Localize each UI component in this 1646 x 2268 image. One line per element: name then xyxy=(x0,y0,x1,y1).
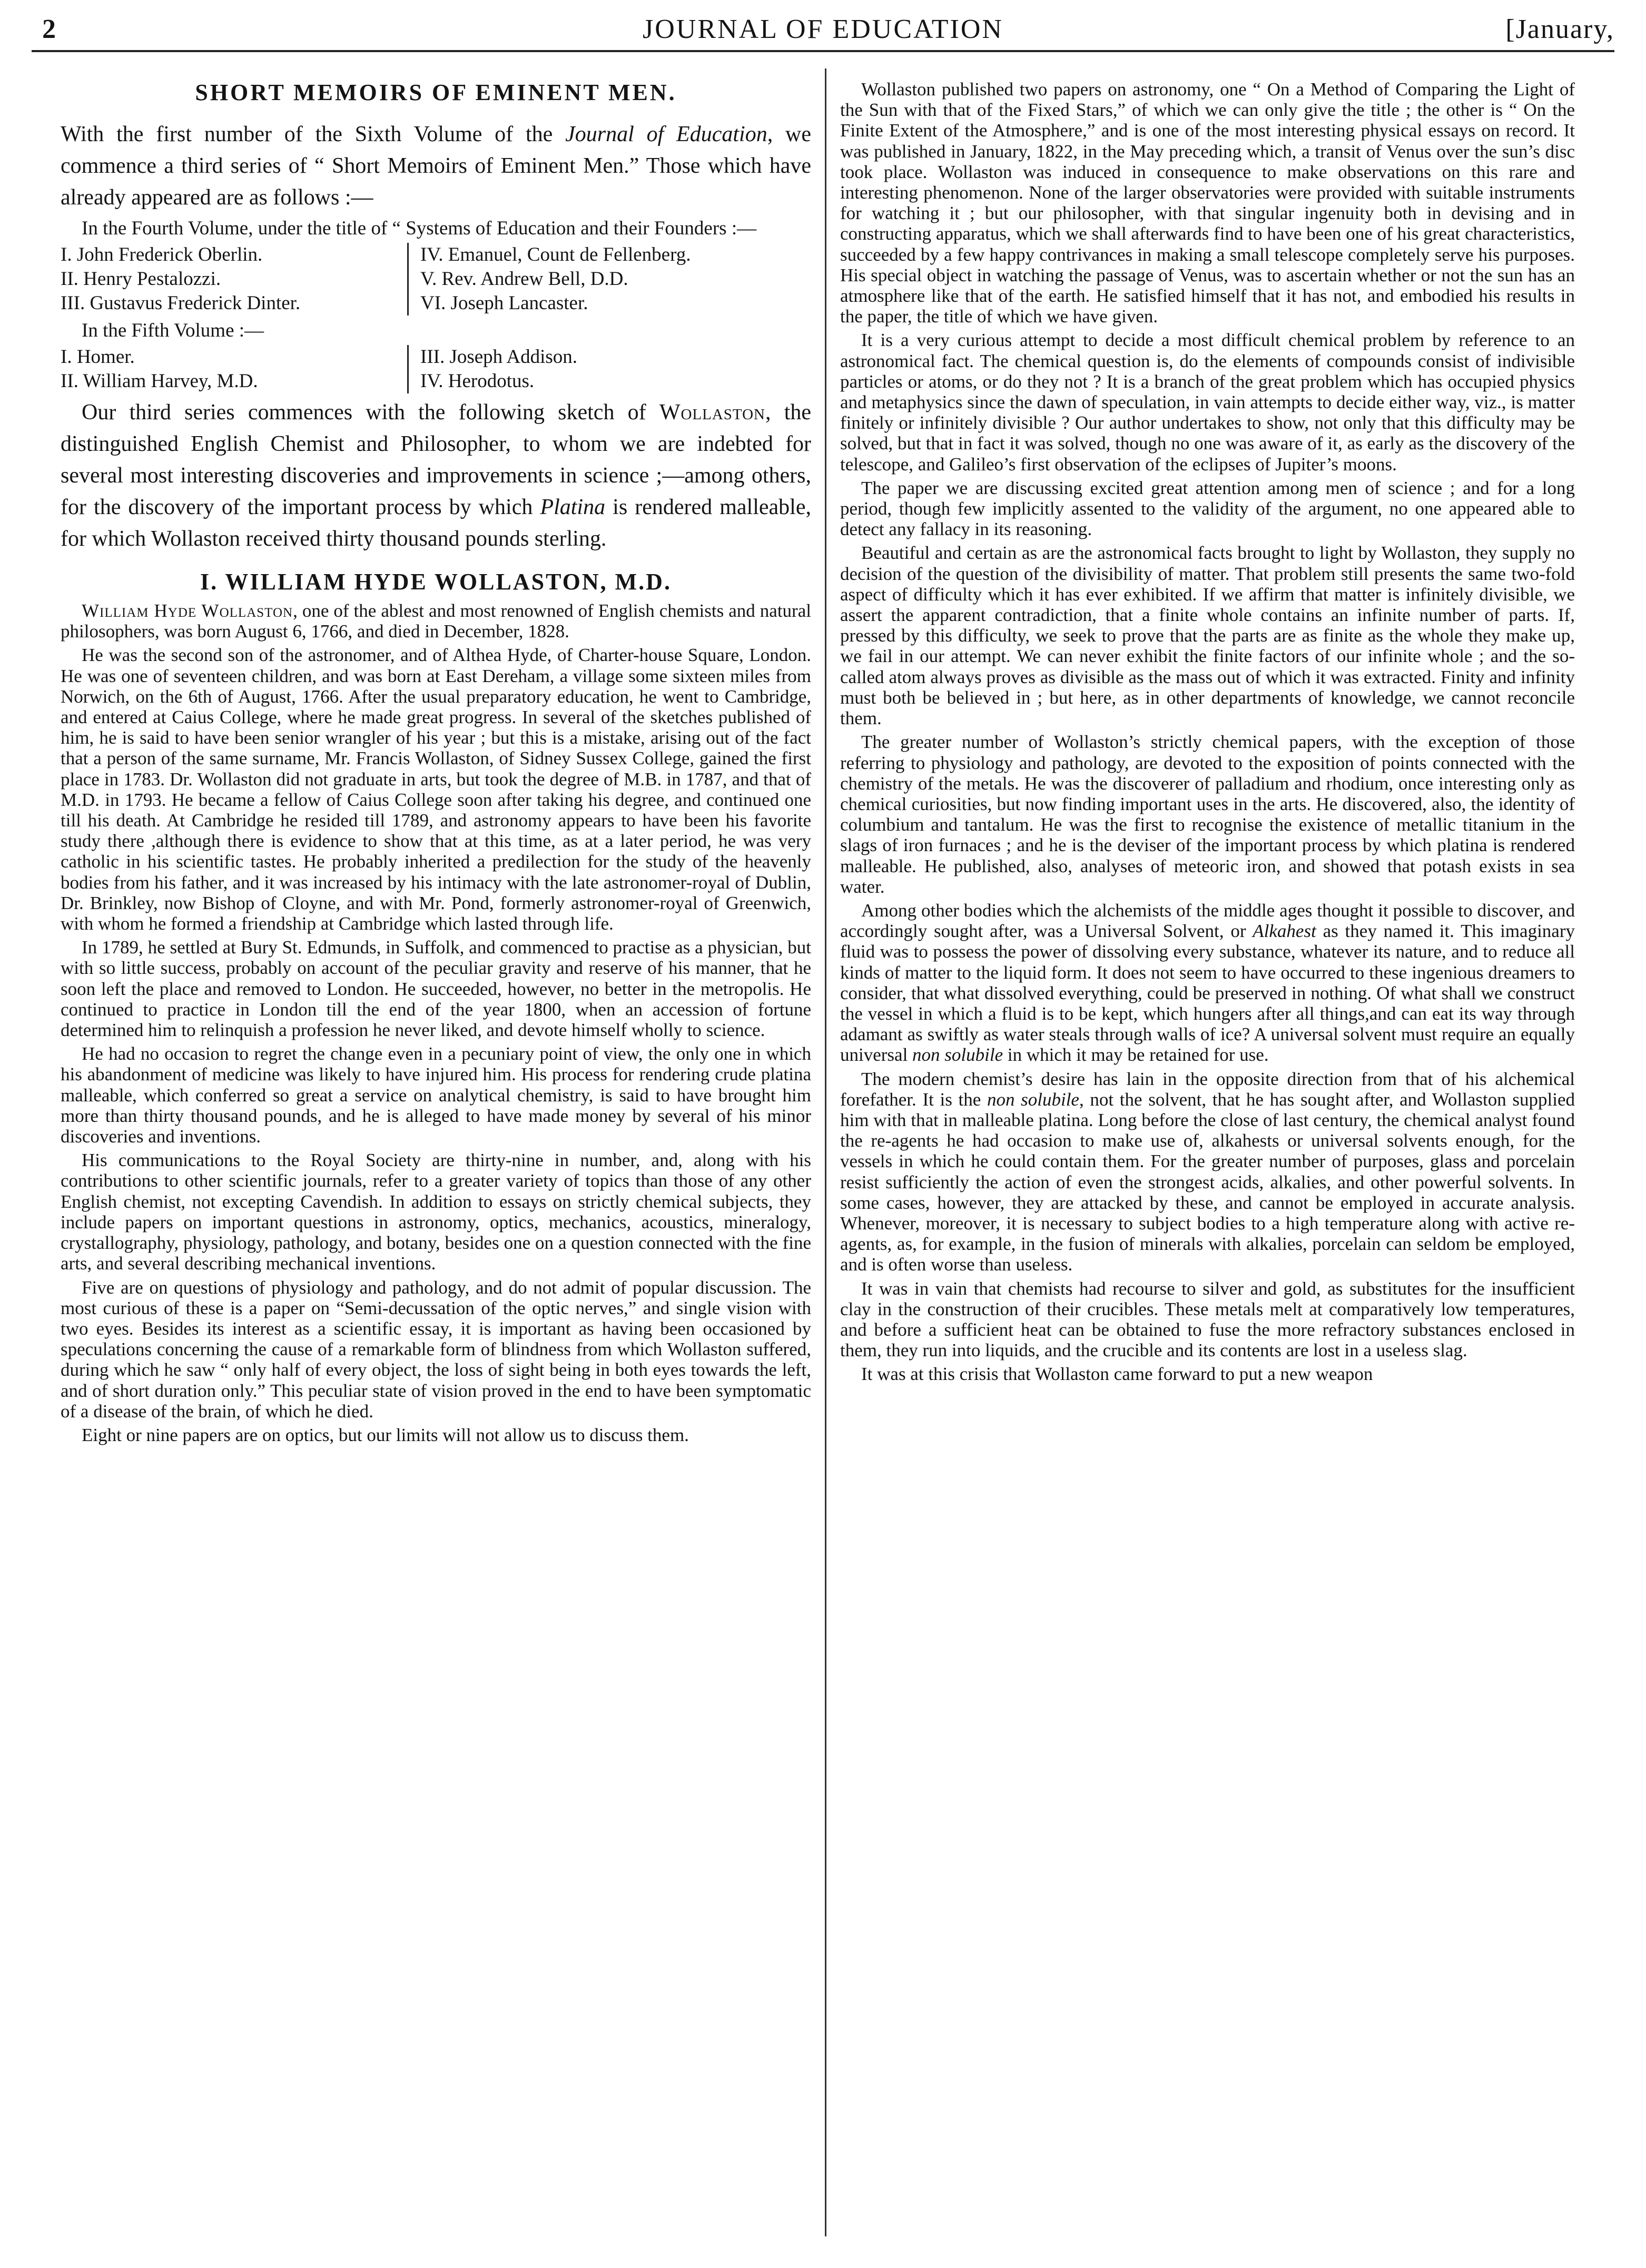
fourth-volume-right xyxy=(407,243,811,315)
article-title: I. WILLIAM HYDE WOLLASTON, M.D. xyxy=(200,569,672,595)
intro xyxy=(61,119,811,213)
intro-paragraph: With the first number of the Sixth Volume of the Journal of Education, we commence a third series of “ Short Memoirs of Eminent Men.” Those which have already appeared are as follows :— xyxy=(61,122,811,210)
list-item: IV. Herodotus. xyxy=(420,370,535,392)
running-date: [January, xyxy=(1505,14,1614,44)
body-paragraph: Wollaston published two papers on astronomy, one “ On a Method of Comparing the Light of the Sun with that of the Fixed Stars,” of which we can only give the title ; the other is “ On the Finite Extent of the Atmosphere,” and is one of the most interesting physical essays on record. It was published in January, 1822, in the May preceding which, a transit of Venus over the sun’s disc took place. Wollaston was induced in consequence to make observations on this rare and interesting phenomenon. None of the larger observatories were provided with suitable instruments for watching it ; but our philosopher, with that singular ingenuity both in devising and in constructing apparatus, which we shall afterwards find to have been one of his great characteristics, succeeded by a few happy contrivances in making a small telescope completely serve his purposes. His special object in watching the passage of Venus, was to ascertain whether or not the sun has an atmosphere like that of the earth. He satisfied himself that it has not, and embodied his results in the paper, the title of which we have given. xyxy=(840,79,1575,327)
alkahest-italic: Alkahest xyxy=(1253,921,1316,942)
list-item: III. Joseph Addison. xyxy=(420,346,578,368)
fifth-volume-heading: In the Fifth Volume :— xyxy=(82,320,264,341)
list-item: IV. Emanuel, Count de Fellenberg. xyxy=(420,244,691,265)
fourth-volume-left xyxy=(61,243,407,315)
body-paragraph: Five are on questions of physiology and pathology, and do not admit of popular discussion. The most curious of these is a paper on “Semi-decussation of the optic nerves,” and single vision with two eyes. Besides its interest as a scientific essay, it is important as having been occasioned by speculations concerning the cause of a remarkable form of blindness from which Wollaston suffered, during which he saw “ only half of every object, the loss of sight being in both eyes towards the left, and of short duration only.” This peculiar state of vision proved in the end to have been symptomatic of a disease of the brain, of which he died. xyxy=(61,1277,811,1422)
list-item: II. William Harvey, M.D. xyxy=(61,370,258,392)
fifth-volume-list xyxy=(61,345,811,393)
body-paragraph: In 1789, he settled at Bury St. Edmunds, in Suffolk, and commenced to practise as a physician, but with so little success, probably on account of the peculiar gravity and reserve of his manner, that he soon left the place and removed to London. He succeeded, however, no better in the metropolis. He continued to practice in London till the end of the year 1800, when an accession of fortune determined him to relinquish a profession he never liked, and devote himself wholly to science. xyxy=(61,937,811,1041)
running-head: JOURNAL OF EDUCATION xyxy=(643,14,1003,44)
non-solubile-italic: non solubile xyxy=(912,1044,1003,1066)
list-item: VI. Joseph Lancaster. xyxy=(420,292,588,314)
series-intro xyxy=(61,397,811,555)
intro-paragraph: Our third series commences with the following sketch of Wollaston, the distinguished English Chemist and Philosopher, to whom we are indebted for several most interesting discoveries and improvements in science ;—among others, for the discovery of the important process by which Platina is rendered malleable, for which Wollaston received thirty thousand pounds sterling. xyxy=(61,400,811,551)
fourth-volume-heading: In the Fourth Volume, under the title of “ Systems of Education and their Founders :— xyxy=(82,218,757,239)
list-item: I. Homer. xyxy=(61,346,135,368)
body-paragraph: The paper we are discussing excited great attention among men of science ; and for a long period, though few implicitly assented to the validity of the argument, no one appeared able to detect any fallacy in its reasoning. xyxy=(840,477,1575,540)
body-paragraph: Beautiful and certain as are the astronomical facts brought to light by Wollaston, they supply no decision of the question of the divisibility of matter. That problem still presents the same two-fold aspect of difficulty which it has ever exhibited. If we affirm that matter is infinitely divisible, we assert the apparent contradiction, that a finite whole contains an infinite number of parts. If, pressed by this difficulty, we seek to prove that the parts are as finite as the whole they make up, we fail in our attempt. We can never exhibit the finite factors of our infinite whole ; and the so-called atom always proves as divisible as the mass out of which it was extracted. Finity and infinity must both be believed in ; but here, as in other departments of knowledge, we cannot reconcile them. xyxy=(840,543,1575,729)
non-solubile-italic: non solubile xyxy=(987,1089,1079,1110)
body-paragraph: It is a very curious attempt to decide a most difficult chemical problem by reference to an astronomical fact. The chemical question is, do the elements of compounds consist of indivisible particles or atoms, or do they not ? It is a branch of the great problem which has occupied physics and metaphysics since the dawn of speculation, in vain attempts to decide either way, viz., is matter finitely or infinitely divisible ? Our author undertakes to show, not only that this difficulty may be solved, but that in fact it was solved, though no one was aware of it, as early as the discovery of the telescope, and Galileo’s first observation of the eclipses of Jupiter’s moons. xyxy=(840,330,1575,475)
body-paragraph: The modern chemist’s desire has lain in the opposite direction from that of his alchemical forefather. It is the non solubile, not the solvent, that he has sought after, and Wollaston supplied him with that in malleable platina. Long before the close of last century, the chemical analyst found the re-agents he had occasion to make use of, alkahests or universal solvents enough, for the vessels in which he could contain them. For the greater number of purposes, glass and porcelain resist sufficiently the action of even the strongest acids, alkalies, and other powerful solvents. In some cases, however, they are attacked by these, and cannot be employed in accurate analysis. Whenever, moreover, it is necessary to subject bodies to a high temperature along with active re-agents, as, for example, in the fusion of minerals with alkalies, porcelain can seldom be employed, and is often worse than useless. xyxy=(840,1068,1575,1275)
fourth-volume-list xyxy=(61,243,811,315)
list-item: III. Gustavus Frederick Dinter. xyxy=(61,292,301,314)
page-number: 2 xyxy=(42,14,56,44)
body-paragraph: He was the second son of the astronomer, and of Althea Hyde, of Charter-house Square, London. He was one of seventeen children, and was born at East Dereham, a village some sixteen miles from Norwich, on the 6th of August, 1766. After the usual preparatory education, he went to Cambridge, and entered at Caius College, where he made great progress. In several of the sketches published of him, he is said to have been senior wrangler of his year ; but this is a mistake, arising out of the fact that a person of the same surname, Mr. Francis Wollaston, of Sidney Sussex College, gained the first place in 1783. Dr. Wollaston did not graduate in arts, but took the degree of M.B. in 1787, and that of M.D. in 1793. He became a fellow of Caius College soon after taking his degree, and continued one till his death. At Cambridge he resided till 1789, and astronomy appears to have been his favorite study there ,although there is evidence to show that at this time, as at a later period, he was very catholic in his scientific tastes. He probably inherited a predilection for the study of the heavenly bodies from his father, and it was increased by his intimacy with the late astronomer-royal of Dublin, Dr. Brinkley, now Bishop of Cloyne, and with Mr. Pond, formerly astronomer-royal of Greenwich, with whom he formed a friendship at Cambridge which lasted through life. xyxy=(61,645,811,934)
list-item: V. Rev. Andrew Bell, D.D. xyxy=(420,268,628,290)
left-body xyxy=(61,600,811,1445)
body-paragraph: It was at this crisis that Wollaston came forward to put a new weapon xyxy=(861,1364,1373,1385)
fifth-volume-right xyxy=(407,345,811,393)
right-body xyxy=(840,79,1575,1385)
body-paragraph: It was in vain that chemists had recourse to silver and gold, as substitutes for the insufficient clay in the construction of their crucibles. These metals melt at comparatively low temperatures, and before a sufficient heat can be obtained to fuse the more refractory substances enclosed in them, they run into liquids, and the crucible and its contents are lost in a useless slag. xyxy=(840,1278,1575,1361)
body-paragraph: Among other bodies which the alchemists of the middle ages thought it possible to discover, and accordingly sought after, was a Universal Solvent, or Alkahest as they named it. This imaginary fluid was to possess the power of dissolving every substance, whatever its nature, and to reduce all kinds of matter to the liquid form. It does not seem to have occurred to these ingenious dreamers to consider, that what dissolved everything, could be preserved in nothing. Of what shall we construct the vessel in which a fluid is to be kept, which hungers after all things,and can eat its way through adamant as swiftly as water steals through walls of ice? A universal solvent must require an equally universal non solubile in which it may be retained for use. xyxy=(840,900,1575,1066)
platina-italic: Platina xyxy=(540,495,606,519)
right-column xyxy=(840,79,1575,2236)
left-column xyxy=(61,79,811,2236)
subject-name: William Hyde Wollaston xyxy=(82,600,293,621)
body-paragraph: He had no occasion to regret the change even in a pecuniary point of view, the only one in which his abandonment of medicine was likely to have injured him. His process for rendering crude platina malleable, which conferred so great a service on analytical chemistry, is said to have brought him more than thirty thousand pounds, and he is alleged to have made money by several of his minor discoveries and inventions. xyxy=(61,1043,811,1147)
column-rule xyxy=(825,68,826,2236)
fifth-volume-left xyxy=(61,345,407,393)
wollaston-smallcaps: Wollaston xyxy=(659,400,765,425)
list-item: I. John Frederick Oberlin. xyxy=(61,244,263,265)
body-paragraph: His communications to the Royal Society are thirty-nine in number, and, along with his contributions to other scientific journals, refer to a greater variety of topics than those of any other English chemist, not excepting Cavendish. In addition to essays on strictly chemical subjects, they include papers on important questions in astronomy, optics, mechanics, acoustics, mineralogy, crystallography, physiology, pathology, and botany, besides one on a question connected with the fine arts, and several describing mechanical inventions. xyxy=(61,1150,811,1274)
series-title: SHORT MEMOIRS OF EMINENT MEN. xyxy=(195,80,677,105)
journal-title-italic: Journal of Education xyxy=(565,122,767,146)
body-paragraph: William Hyde Wollaston, one of the ablest and most renowned of English chemists and natural philosophers, was born August 6, 1766, and died in December, 1828. xyxy=(61,600,811,642)
list-item: II. Henry Pestalozzi. xyxy=(61,268,221,290)
page-header xyxy=(32,11,1614,52)
body-paragraph: Eight or nine papers are on optics, but our limits will not allow us to discuss them. xyxy=(82,1424,689,1445)
body-paragraph: The greater number of Wollaston’s strictly chemical papers, with the exception of those referring to physiology and pathology, are devoted to the exposition of points connected with the chemistry of the metals. He was the discoverer of palladium and rhodium, once interesting only as chemical curiosities, but now finding important uses in the arts. He discovered, also, the identity of columbium and tantalum. He was the first to recognise the existence of metallic titanium in the slags of iron furnaces ; and he is the deviser of the important process by which platina is rendered malleable. He published, also, analyses of meteoric iron, and showed that potash exists in sea water. xyxy=(840,732,1575,897)
